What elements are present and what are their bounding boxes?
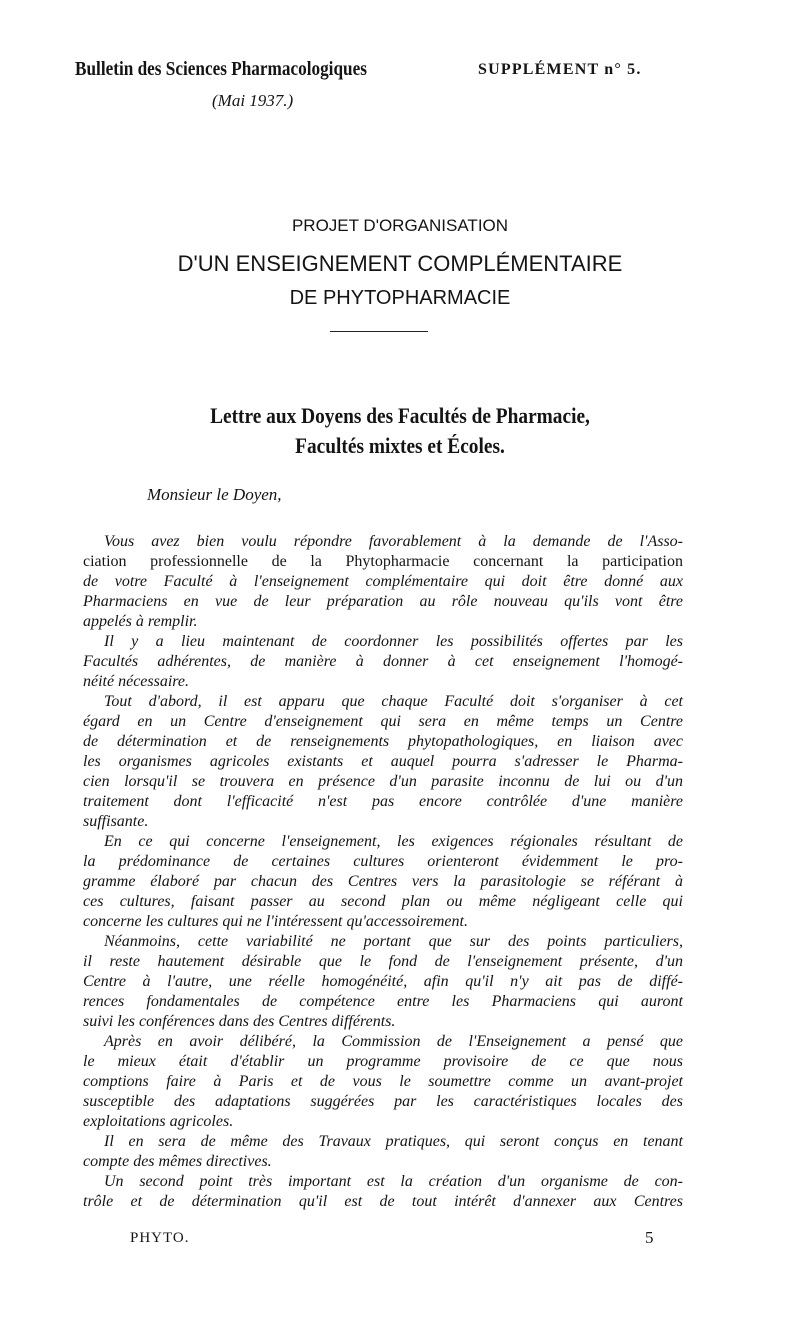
footer-section-label: PHYTO. [130,1230,190,1246]
body-line: cien lorsqu'il se trouvera en présence d'un parasite inconnu de lui ou d'un [83,773,683,790]
body-line: Après en avoir délibéré, la Commission de l'Enseignement a pensé que [104,1033,683,1050]
body-line: Facultés adhérentes, de manière à donner à cet enseignement l'homogé- [83,653,683,670]
body-line: Il en sera de même des Travaux pratiques, qui seront conçus en tenant [104,1133,683,1150]
body-line: En ce qui concerne l'enseignement, les exigences régionales résultant de [104,833,683,850]
salutation: Monsieur le Doyen, [147,485,282,504]
page-number: 5 [645,1228,654,1247]
body-line: trôle et de détermination qu'il est de tout intérêt d'annexer aux Centres [83,1193,683,1210]
body-line: suffisante. [83,813,149,830]
body-line: Un second point très important est la création d'un organisme de con- [104,1173,683,1190]
body-line: il reste hautement désirable que le fond de l'enseignement présente, d'un [83,953,683,970]
letter-heading-line-2: Facultés mixtes et Écoles. [295,433,505,458]
body-line: rences fondamentales de compétence entre les Pharmaciens qui auront [83,993,683,1010]
body-line: Vous avez bien voulu répondre favorablement à la demande de l'Asso- [104,533,683,550]
body-line: appelés à remplir. [83,613,198,630]
body-line: le mieux était d'établir un programme provisoire de ce que nous [83,1053,683,1070]
body-line: exploitations agricoles. [83,1113,234,1130]
body-line: les organismes agricoles existants et auquel pourra s'adresser le Pharma- [83,753,683,770]
body-line: gramme élaboré par chacun des Centres vers la parasitologie se référant à [83,873,683,890]
body-line: Pharmaciens en vue de leur préparation au rôle nouveau qu'ils vont être [83,593,683,610]
body-line: Néanmoins, cette variabilité ne portant que sur des points particuliers, [104,933,683,950]
body-line: néité nécessaire. [83,673,190,690]
supplement-number: SUPPLÉMENT n° 5. [478,61,642,78]
journal-title: Bulletin des Sciences Pharmacologiques [75,58,367,80]
title-line-2: D'UN ENSEIGNEMENT COMPLÉMENTAIRE [177,251,623,276]
body-line: traitement dont l'efficacité n'est pas encore contrôlée d'une manière [83,793,683,810]
body-line: ces cultures, faisant passer au second plan ou même négligeant celle qui [83,893,683,910]
body-line: la prédominance de certaines cultures orienteront évidemment le pro- [83,853,683,870]
body-line: concerne les cultures qui ne l'intéressent qu'accessoirement. [83,913,468,930]
body-line: compte des mêmes directives. [83,1153,272,1170]
title-divider [330,331,428,332]
letter-heading-line-1: Lettre aux Doyens des Facultés de Pharmacie, [210,403,590,428]
title-line-1: PROJET D'ORGANISATION [291,216,509,235]
body-line: ciation professionnelle de la Phytopharmacie concernant la participation [83,553,683,570]
body-line: égard en un Centre d'enseignement qui sera en même temps un Centre [83,713,683,730]
body-line: susceptible des adaptations suggérées par les caractéristiques locales des [83,1093,683,1110]
body-line: de détermination et de renseignements phytopathologiques, en liaison avec [83,733,683,750]
issue-date: (Mai 1937.) [212,91,294,110]
body-line: Il y a lieu maintenant de coordonner les possibilités offertes par les [104,633,683,650]
body-line: comptions faire à Paris et de vous le soumettre comme un avant-projet [83,1073,683,1090]
body-line: de votre Faculté à l'enseignement complémentaire qui doit être donné aux [83,573,683,590]
title-line-3: DE PHYTOPHARMACIE [289,287,511,309]
body-line: Centre à l'autre, une réelle homogénéité, afin qu'il n'y ait pas de diffé- [83,973,683,990]
body-line: Tout d'abord, il est apparu que chaque Faculté doit s'organiser à cet [104,693,683,710]
body-line: suivi les conférences dans des Centres différents. [83,1013,396,1030]
